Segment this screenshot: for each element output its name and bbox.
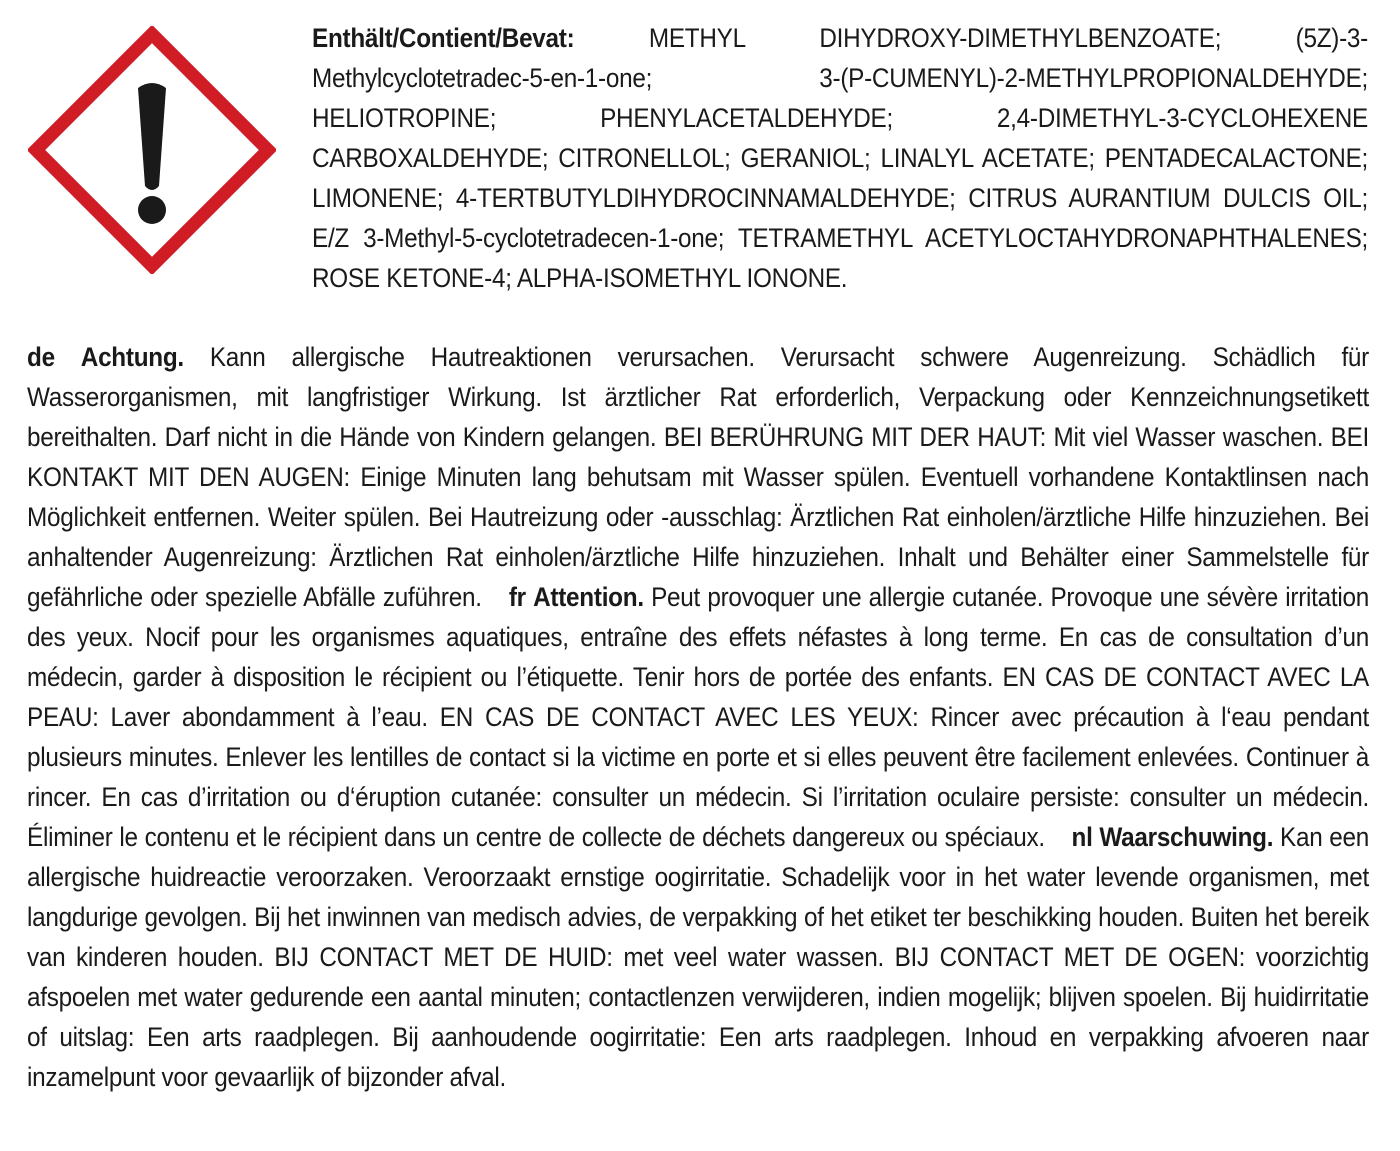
warning-de-signal: Achtung. xyxy=(80,342,184,372)
hazard-statements xyxy=(27,337,1369,1097)
warning-fr-signal: Attention. xyxy=(533,582,644,612)
warning-de-code: de xyxy=(27,342,55,372)
warning-fr-text: Peut provoquer une allergie cutanée. Provoque une sévère irritation des yeux. Nocif pour les organismes aquatiques, entraîne des effets néfastes à long terme. En cas de consultation d’un médecin, garder à disposition le récipient ou l’étiquette. Tenir hors de portée des enfants. EN CAS DE CONTACT AVEC LA PEAU: Laver abondamment à l’eau. EN CAS DE CONTACT AVEC LES YEUX: Rincer avec précaution à l‘eau pendant plusieurs minutes. Enlever les lentilles de contact si la victime en porte et si elles peuvent être facilement enlevées. Continuer à rincer. En cas d’irritation ou d‘éruption cutanée: consulter un médecin. Si l’irritation oculaire persiste: consulter un médecin. Éliminer le contenu et le récipient dans un centre de collecte de déchets dangereux ou spéciaux. xyxy=(27,582,1369,852)
ingredients-block xyxy=(312,18,1368,298)
warning-nl-code: nl xyxy=(1071,822,1093,852)
warning-de-text: Kann allergische Hautreaktionen verursachen. Verursacht schwere Augenreizung. Schädlich für Wasserorganismen, mit langfristiger Wirkung. Ist ärztlicher Rat erforderlich, Verpackung oder Kennzeichnungsetikett bereithalten. Darf nicht in die Hände von Kindern gelangen. BEI BERÜHRUNG MIT DER HAUT: Mit viel Wasser waschen. BEI KONTAKT MIT DEN AUGEN: Einige Minuten lang behutsam mit Wasser spülen. Eventuell vorhandene Kontaktlinsen nach Möglichkeit entfernen. Weiter spülen. Bei Hautreizung oder -ausschlag: Ärztlichen Rat einholen/ärztliche Hilfe hinzuziehen. Bei anhaltender Augenreizung: Ärztlichen Rat einholen/ärztliche Hilfe hinzuziehen. Inhalt und Behälter einer Sammelstelle für gefährliche oder spezielle Abfälle zuführen. xyxy=(27,342,1370,612)
warning-nl-signal: Waarschuwing. xyxy=(1099,822,1274,852)
warning-nl-text: Kan een allergische huidreactie veroorzaken. Veroorzaakt ernstige oogirritatie. Schadelijk voor in het water levende organismen, met langdurige gevolgen. Bij het inwinnen van medisch advies, de verpakking of het etiket ter beschikking houden. Buiten het bereik van kinderen houden. BIJ CONTACT MET DE HUID: met veel water wassen. BIJ CONTACT MET DE OGEN: voorzichtig afspoelen met water gedurende een aantal minuten; contactlenzen verwijderen, indien mogelijk; blijven spoelen. Bij huidirritatie of uitslag: Een arts raadplegen. Bij aanhoudende oogirritatie: Een arts raadplegen. Inhoud en verpakking afvoeren naar inzamelpunt voor gevaarlijk of bijzonder afval. xyxy=(27,822,1370,1092)
warning-fr-code: fr xyxy=(508,582,526,612)
ingredients-lead: Enthält/Contient/Bevat: xyxy=(312,23,575,53)
exclamation-mark-hazard-icon xyxy=(28,26,276,274)
ingredients-list: METHYL DIHYDROXY-DIMETHYLBENZOATE; (5Z)-3-Methylcyclotetradec-5-en-1-one; 3-(P-CUMENYL)-2-METHYLPROPIONALDEHYDE; HELIOTROPINE; PHENYLACETALDEHYDE; 2,4-DIMETHYL-3-CYCLOHEXENE CARBOXALDEHYDE; CITRONELLOL; GERANIOL; LINALYL ACETATE; PENTADECALACTONE; LIMONENE; 4-TERTBUTYLDIHYDROCINNAMALDEHYDE; CITRUS AURANTIUM DULCIS OIL; E/Z 3-Methyl-5-cyclotetradecen-1-one; TETRAMETHYL ACETYLOCTAHYDRONAPHTHALENES; ROSE KETONE-4; ALPHA-ISOMETHYL IONONE. xyxy=(312,23,1368,293)
